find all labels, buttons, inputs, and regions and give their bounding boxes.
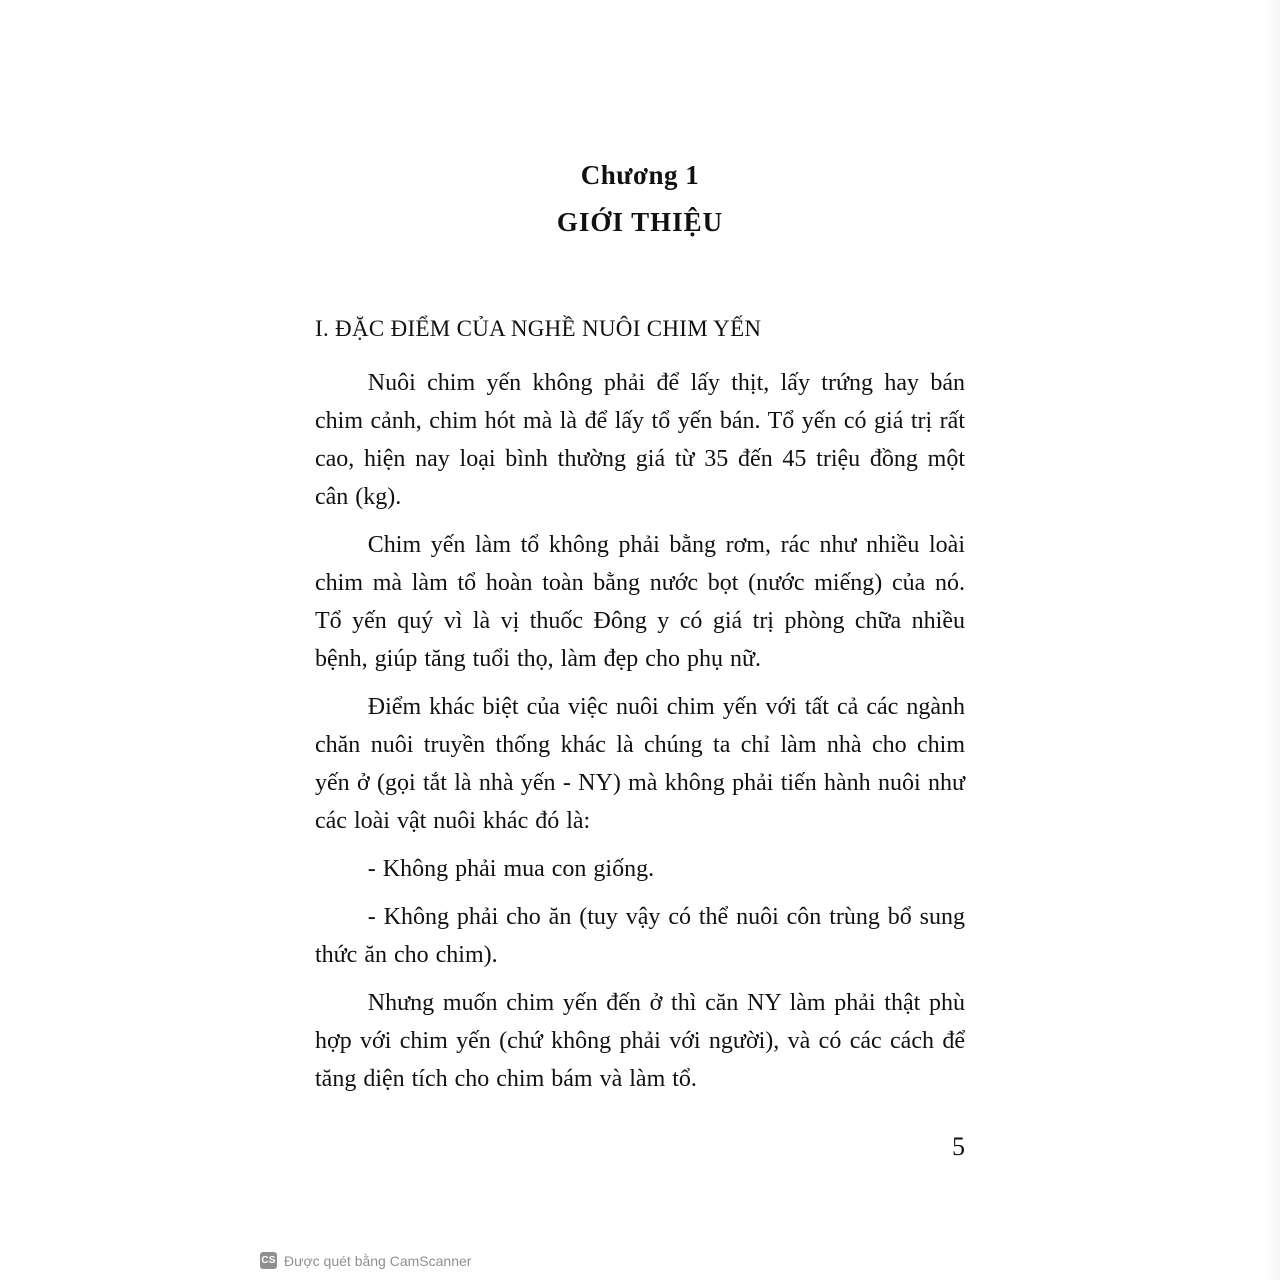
camscanner-icon: CS: [260, 1252, 277, 1269]
paragraph-1: Nuôi chim yến không phải để lấy thịt, lấy trứng hay bán chim cảnh, chim hót mà là để lấy tổ yến bán. Tổ yến có giá trị rất cao, hiện nay loại bình thường giá từ 35 đến 45 triệu đồng một cân (kg).: [315, 370, 965, 510]
camscanner-watermark: [260, 1252, 471, 1269]
paragraph-4: Nhưng muốn chim yến đến ở thì căn NY làm phải thật phù hợp với chim yến (chứ không phải với người), và có các cách để tăng diện tích cho chim bám và làm tổ.: [315, 990, 965, 1092]
paragraph-3: Điểm khác biệt của việc nuôi chim yến với tất cả các ngành chăn nuôi truyền thống khác là chúng ta chỉ làm nhà cho chim yến ở (gọi tắt là nhà yến - NY) mà không phải tiến hành nuôi như các loài vật nuôi khác đó là:: [315, 694, 965, 834]
chapter-title: GIỚI THIỆU: [556, 207, 724, 237]
chapter-title-block: [315, 160, 965, 238]
section-heading: I. ĐẶC ĐIỂM CỦA NGHỀ NUÔI CHIM YẾN: [315, 316, 762, 341]
page-number: 5: [952, 1132, 965, 1161]
paragraph-2: Chim yến làm tổ không phải bằng rơm, rác như nhiều loài chim mà làm tổ hoàn toàn bằng nước bọt (nước miếng) của nó. Tổ yến quý vì là vị thuốc Đông y có giá trị phòng chữa nhiều bệnh, giúp tăng tuổi thọ, làm đẹp cho phụ nữ.: [315, 532, 965, 672]
camscanner-text: Được quét bằng CamScanner: [284, 1252, 472, 1269]
bullet-item-2: - Không phải cho ăn (tuy vậy có thể nuôi côn trùng bổ sung thức ăn cho chim).: [315, 904, 965, 968]
scanned-page: [315, 160, 965, 1162]
chapter-label: Chương 1: [580, 160, 700, 190]
bullet-item-1: - Không phải mua con giống.: [367, 856, 655, 882]
